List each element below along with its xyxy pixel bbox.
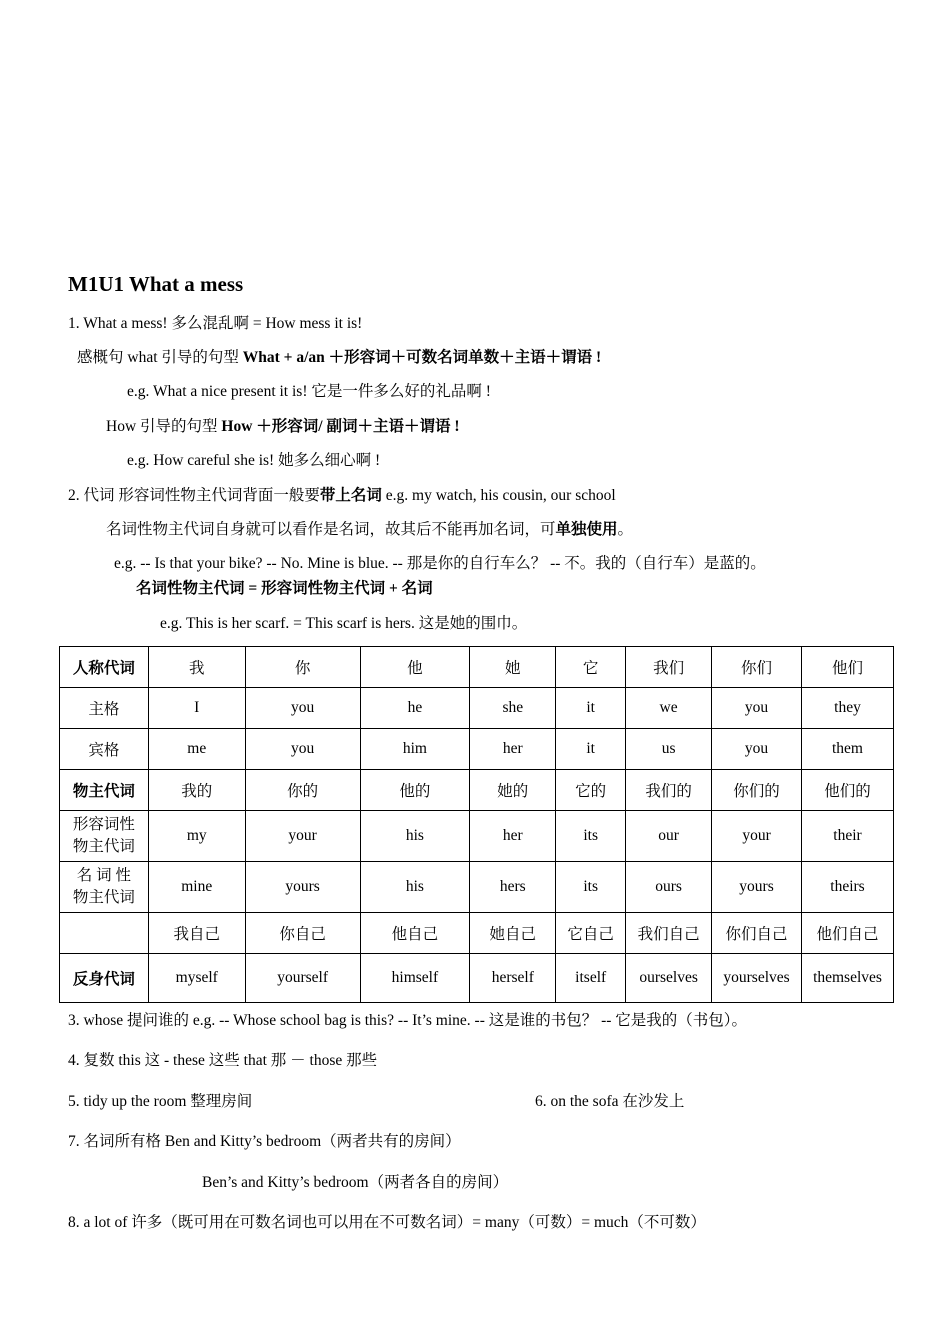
table-cell: his (360, 862, 470, 913)
item-7-line: 7. 名词所有格 Ben and Kitty’s bedroom（两者共有的房间） (68, 1133, 461, 1150)
table-cell: her (470, 811, 556, 862)
table-cell: me (148, 729, 245, 770)
table-cell: your (245, 811, 360, 862)
pattern-what-formula: What + a/an ＋形容词＋可数名词单数＋主语＋谓语 ! (242, 349, 602, 366)
item-2-bold: 带上名词 (319, 487, 382, 504)
table-cell: myself (148, 954, 245, 1003)
table-cell: you (712, 688, 802, 729)
table-cell: your (712, 811, 802, 862)
table-row (60, 647, 894, 688)
table-cell: theirs (802, 862, 894, 913)
table-cell: its (556, 862, 626, 913)
table-cell: 你们自己 (712, 913, 802, 954)
pattern-how-intro: How 引导的句型 (106, 418, 222, 435)
item-7-line-2: Ben’s and Kitty’s bedroom（两者各自的房间） (202, 1174, 509, 1191)
table-cell: my (148, 811, 245, 862)
item-3-line: 3. whose 提问谁的 e.g. -- Whose school bag is this? -- It’s mine. -- 这是谁的书包？ -- 它是我的（书包）。 (68, 1012, 748, 1029)
row-label: 主格 (60, 688, 149, 729)
table-cell: its (556, 811, 626, 862)
table-cell: 我自己 (148, 913, 245, 954)
item-1-pattern-how (106, 418, 460, 437)
item-2-example: e.g. my watch, his cousin, our school (381, 487, 616, 504)
noun-possessive-text: 名词性物主代词自身就可以看作是名词，故其后不能再加名词，可 (106, 521, 556, 538)
table-cell: 他的 (360, 770, 470, 811)
item-8-line: 8. a lot of 许多（既可用在可数名词也可以用在不可数名词）= many（可数）= much（不可数） (68, 1214, 706, 1231)
table-cell: 它 (556, 647, 626, 688)
table-cell: themselves (802, 954, 894, 1003)
item-1-line: 1. What a mess! 多么混乱啊 = How mess it is! (68, 315, 363, 332)
table-cell: 它自己 (556, 913, 626, 954)
item-1-pattern-what (77, 349, 601, 368)
table-cell: 我们的 (626, 770, 712, 811)
table-cell: his (360, 811, 470, 862)
row-label: 形容词性 物主代词 (60, 811, 149, 862)
table-row (60, 770, 894, 811)
table-cell: 他们 (802, 647, 894, 688)
pattern-what-intro: 感概句 what 引导的句型 (77, 349, 243, 366)
row-label: 人称代词 (60, 647, 149, 688)
table-cell: yourselves (712, 954, 802, 1003)
noun-possessive-bold: 单独使用 (555, 521, 618, 538)
table-cell: 你的 (245, 770, 360, 811)
table-cell: yourself (245, 954, 360, 1003)
item-2-noun-possessive (106, 521, 633, 540)
table-cell: their (802, 811, 894, 862)
table-cell: 你 (245, 647, 360, 688)
item-2-formula (136, 580, 433, 599)
item-1-example-how: e.g. How careful she is! 她多么细心啊 ! (127, 452, 381, 469)
table-row (60, 688, 894, 729)
table-cell: you (245, 688, 360, 729)
item-1-example-what: e.g. What a nice present it is! 它是一件多么好的礼品啊 ! (127, 383, 491, 400)
table-cell: them (802, 729, 894, 770)
table-cell: 我的 (148, 770, 245, 811)
table-cell: 它的 (556, 770, 626, 811)
table-cell: it (556, 688, 626, 729)
item-2-example-scarf: e.g. This is her scarf. = This scarf is hers. 这是她的围巾。 (160, 615, 528, 632)
table-cell: her (470, 729, 556, 770)
table-cell: you (712, 729, 802, 770)
table-cell: she (470, 688, 556, 729)
row-label: 物主代词 (60, 770, 149, 811)
table-cell: 他 (360, 647, 470, 688)
table-cell: mine (148, 862, 245, 913)
table-cell: yours (245, 862, 360, 913)
table-cell: he (360, 688, 470, 729)
table-cell: herself (470, 954, 556, 1003)
table-cell: 我们自己 (626, 913, 712, 954)
table-cell: 你自己 (245, 913, 360, 954)
table-cell: you (245, 729, 360, 770)
item-2-example-bike: e.g. -- Is that your bike? -- No. Mine is blue. -- 那是你的自行车么？ -- 不。我的（自行车）是蓝的。 (114, 555, 766, 572)
table-cell: 我们 (626, 647, 712, 688)
table-cell: 他们的 (802, 770, 894, 811)
table-cell: itself (556, 954, 626, 1003)
table-cell: 我 (148, 647, 245, 688)
item-5-line: 5. tidy up the room 整理房间 (68, 1093, 253, 1110)
table-cell: I (148, 688, 245, 729)
item-2-formula-text: 名词性物主代词 = 形容词性物主代词 + 名词 (136, 580, 433, 597)
table-cell: we (626, 688, 712, 729)
table-cell: 她的 (470, 770, 556, 811)
item-2-line (68, 487, 616, 506)
table-cell: him (360, 729, 470, 770)
table-cell: 你们 (712, 647, 802, 688)
table-cell: us (626, 729, 712, 770)
table-row (60, 729, 894, 770)
table-cell: they (802, 688, 894, 729)
table-cell: hers (470, 862, 556, 913)
table-cell: himself (360, 954, 470, 1003)
table-row (60, 913, 894, 954)
noun-possessive-end: 。 (617, 521, 634, 538)
item-4-line: 4. 复数 this 这 - these 这些 that 那 － those 那些 (68, 1052, 378, 1069)
pronoun-table (59, 646, 894, 1003)
table-row (60, 862, 894, 913)
row-label: 反身代词 (60, 954, 149, 1003)
item-2-text: 2. 代词 形容词性物主代词背面一般要 (68, 487, 320, 504)
table-cell: yours (712, 862, 802, 913)
item-6-line: 6. on the sofa 在沙发上 (535, 1093, 685, 1110)
pattern-how-formula: How ＋形容词/ 副词＋主语＋谓语 ! (221, 418, 460, 435)
table-cell: ours (626, 862, 712, 913)
row-label: 名 词 性 物主代词 (60, 862, 149, 913)
row-label (60, 913, 149, 954)
page-title: M1U1 What a mess (68, 272, 244, 296)
table-cell: 你们的 (712, 770, 802, 811)
table-cell: ourselves (626, 954, 712, 1003)
table-cell: 他们自己 (802, 913, 894, 954)
table-row (60, 811, 894, 862)
table-cell: 她自己 (470, 913, 556, 954)
table-row (60, 954, 894, 1003)
table-cell: it (556, 729, 626, 770)
table-cell: 她 (470, 647, 556, 688)
table-cell: our (626, 811, 712, 862)
table-cell: 他自己 (360, 913, 470, 954)
row-label: 宾格 (60, 729, 149, 770)
